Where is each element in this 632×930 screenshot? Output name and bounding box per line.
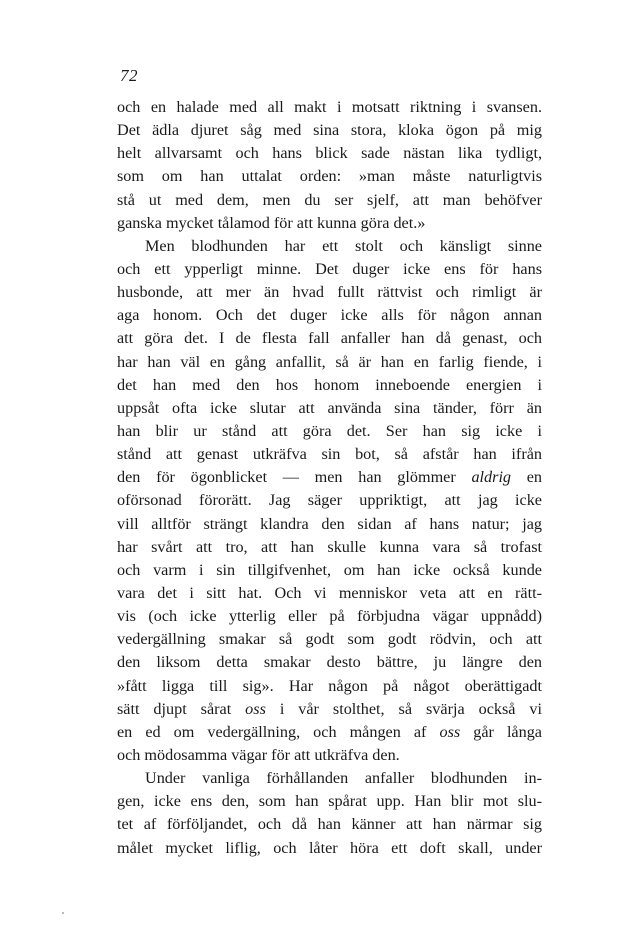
text-line: tet af förföljandet, och då han känner att han närmar sig (117, 815, 542, 834)
text-line: husbonde, att mer än hvad fullt rättvist och rimligt är (117, 283, 542, 302)
text-line: oförsonad förorätt. Jag säger uppriktigt, att jag icke (117, 491, 542, 510)
text-line: han blir ur stånd att göra det. Ser han sig icke i (117, 421, 542, 440)
text-line: Under vanliga förhållanden anfaller blodhunden in- (145, 769, 542, 788)
text-line: uppsåt ofta icke slutar att använda sina tänder, förr än (117, 398, 542, 417)
text-line: Men blodhunden har ett stolt och känsligt sinne (145, 236, 542, 255)
text-line: och en halade med all makt i motsatt riktning i svansen. (117, 98, 542, 116)
text-line: har svårt att tro, att han skulle kunna vara så trofast (117, 537, 542, 556)
text-line: sätt djupt sårat oss i vår stolthet, så svärja också vi (117, 699, 542, 718)
text-line: vara det i sitt hat. Och vi menniskor veta att en rätt- (117, 583, 542, 602)
text-line: den för ögonblicket — men han glömmer aldrig en (117, 468, 542, 487)
text-line: och mödosamma vägar för att utkräfva den. (117, 745, 400, 764)
text-line: helt allvarsamt och hans blick sade nästan lika tydligt, (117, 144, 542, 163)
text-line: stå ut med dem, men du ser sjelf, att man behöfver (117, 190, 542, 209)
text-line: en ed om vedergällning, och mången af oss går långa (117, 722, 542, 741)
text-line: och varm i sin tillgifvenhet, om han icke också kunde (117, 560, 542, 579)
page-text (117, 96, 542, 860)
paper-speck (62, 912, 64, 914)
text-line: Det ädla djuret såg med sina stora, kloka ögon på mig (117, 121, 542, 140)
page-number: 72 (120, 66, 138, 85)
text-line: ganska mycket tålamod för att kunna göra det.» (117, 213, 426, 232)
text-line: det han med den hos honom inneboende energien i (117, 375, 542, 394)
text-line: den liksom detta smakar desto bättre, ju längre den (117, 653, 542, 672)
text-line: gen, icke ens den, som han spårat upp. Han blir mot slu- (117, 792, 542, 811)
text-line: och ett ypperligt minne. Det duger icke ens för hans (117, 259, 542, 278)
text-line: stånd att genast utkräfva sin bot, så afstår han ifrån (117, 445, 542, 464)
text-line: som om han uttalat orden: »man måste naturligtvis (117, 167, 542, 186)
text-line: vedergällning smakar så godt som godt rödvin, och att (117, 630, 542, 649)
text-line: aga honom. Och det duger icke alls för någon annan (117, 306, 542, 325)
text-line: har han väl en gång anfallit, så är han en farlig fiende, i (117, 352, 542, 371)
text-line: att göra det. I de flesta fall anfaller han då genast, och (117, 329, 542, 348)
text-line: »fått ligga till sig». Har någon på något oberättigadt (117, 676, 542, 695)
text-line: vill alltför strängt klandra den sidan af hans natur; jag (117, 514, 542, 533)
text-line: vis (och icke ytterlig eller på förbjudna vägar uppnådd) (117, 607, 542, 626)
text-line: målet mycket liflig, och låter höra ett doft skall, under (117, 838, 542, 857)
